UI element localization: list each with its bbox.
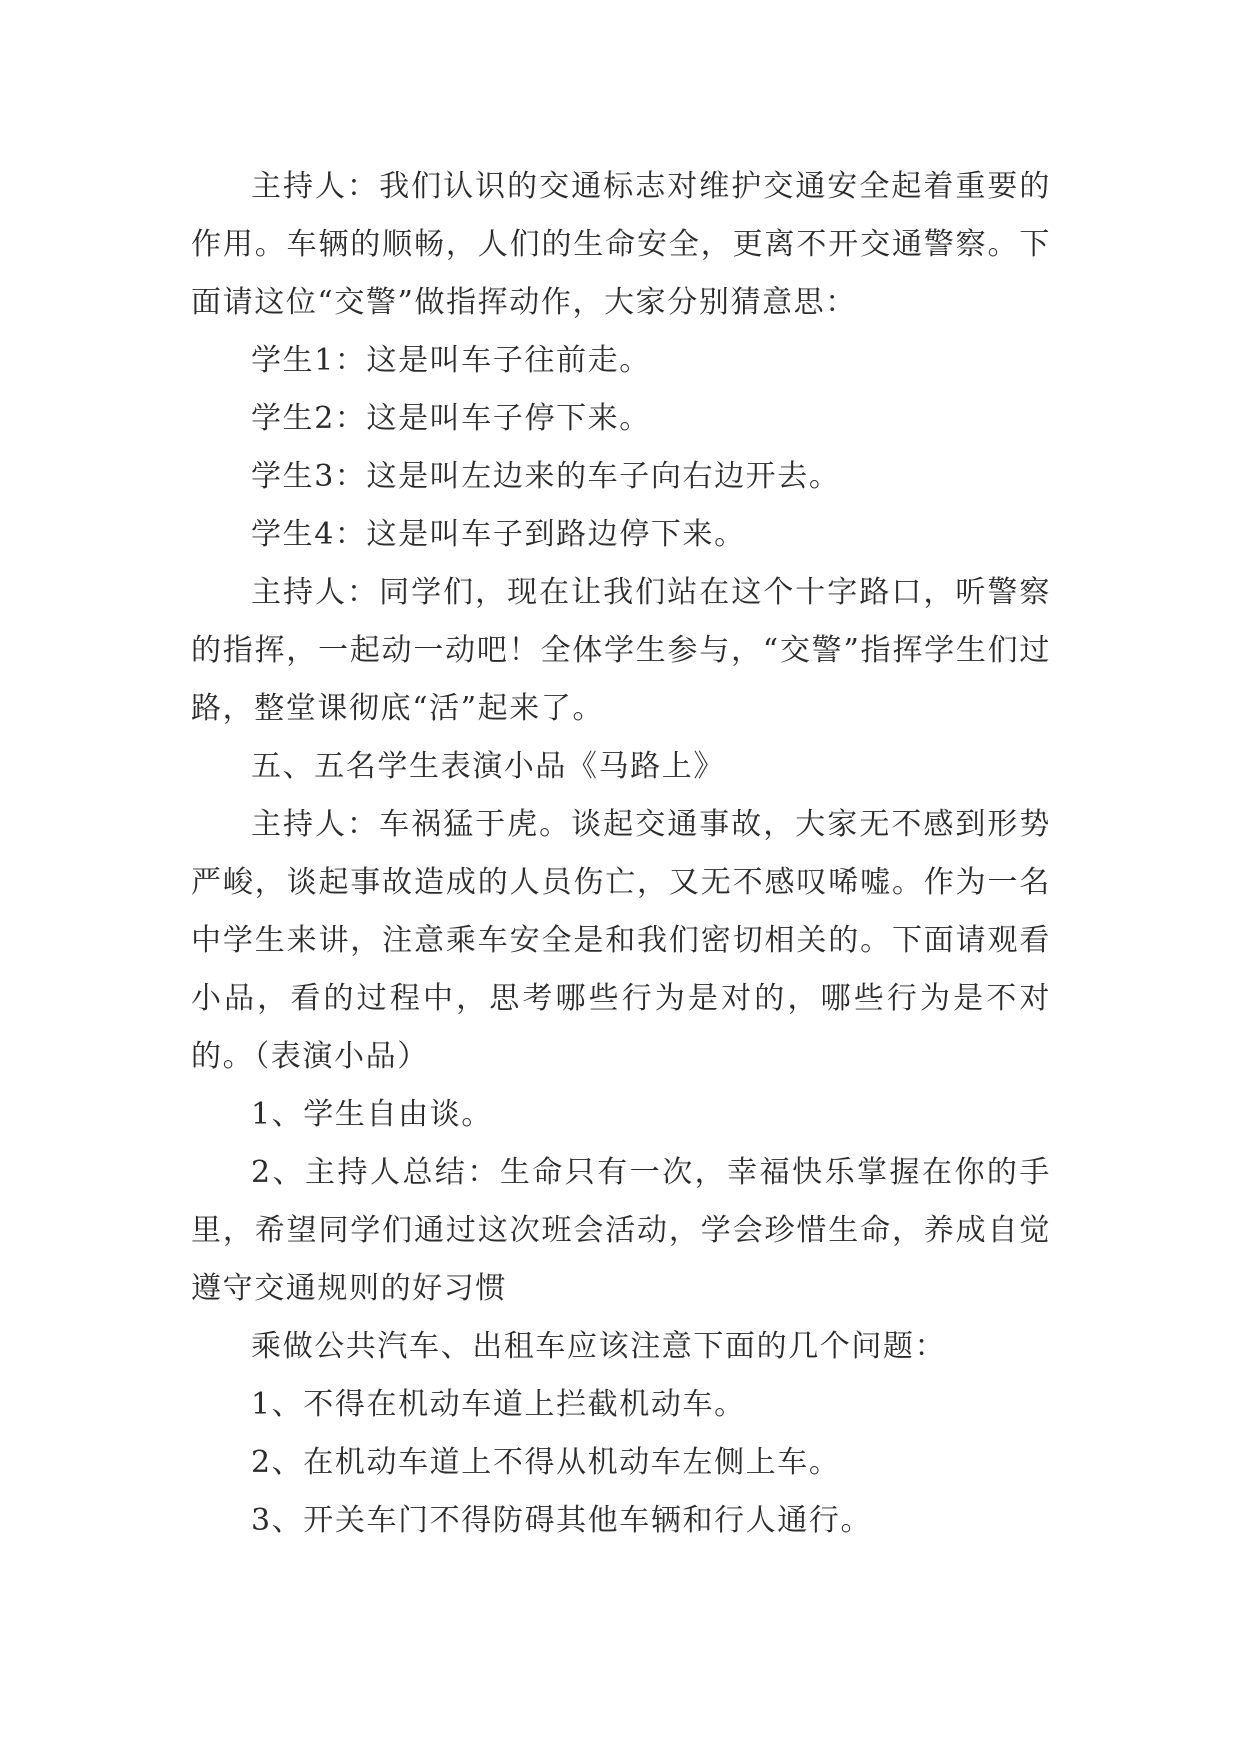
paragraph-student-3: 学生3：这是叫左边来的车子向右边开去。 — [251, 459, 841, 494]
paragraph-bus-taxi-notes: 乘做公共汽车、出租车应该注意下面的几个问题： — [251, 1329, 947, 1364]
paragraph-host-intro: 主持人：我们认识的交通标志对维护交通安全起着重要的作用。车辆的顺畅，人们的生命安全，更离不开交通警察。下面请这位“交警”做指挥动作，大家分别猜意思： — [191, 169, 1051, 320]
paragraph-host-accidents: 主持人：车祸猛于虎。谈起交通事故，大家无不感到形势严峻，谈起事故造成的人员伤亡，又无不感叹唏嘘。作为一名中学生来讲，注意乘车安全是和我们密切相关的。下面请观看小品，看的过程中，思考哪些行为是对的，哪些行为是不对的。（表演小品） — [191, 807, 1051, 1074]
list-item-rule-1: 1、不得在机动车道上拦截机动车。 — [251, 1387, 746, 1422]
document-body — [191, 158, 1051, 1550]
list-item-free-talk: 1、学生自由谈。 — [251, 1097, 493, 1132]
paragraph-host-crossroad: 主持人：同学们，现在让我们站在这个十字路口，听警察的指挥，一起动一动吧！全体学生参与，“交警”指挥学生们过路，整堂课彻底“活”起来了。 — [191, 575, 1051, 726]
paragraph-student-2: 学生2：这是叫车子停下来。 — [251, 401, 651, 436]
paragraph-student-4: 学生4：这是叫车子到路边停下来。 — [251, 517, 746, 552]
paragraph-student-1: 学生1：这是叫车子往前走。 — [251, 343, 651, 378]
list-item-rule-2: 2、在机动车道上不得从机动车左侧上车。 — [251, 1445, 841, 1480]
list-item-host-summary: 2、主持人总结：生命只有一次，幸福快乐掌握在你的手里，希望同学们通过这次班会活动，学会珍惜生命，养成自觉遵守交通规则的好习惯 — [191, 1155, 1051, 1306]
list-item-rule-3: 3、开关车门不得防碍其他车辆和行人通行。 — [251, 1503, 873, 1538]
section-heading-skit: 五、五名学生表演小品《马路上》 — [251, 749, 725, 784]
